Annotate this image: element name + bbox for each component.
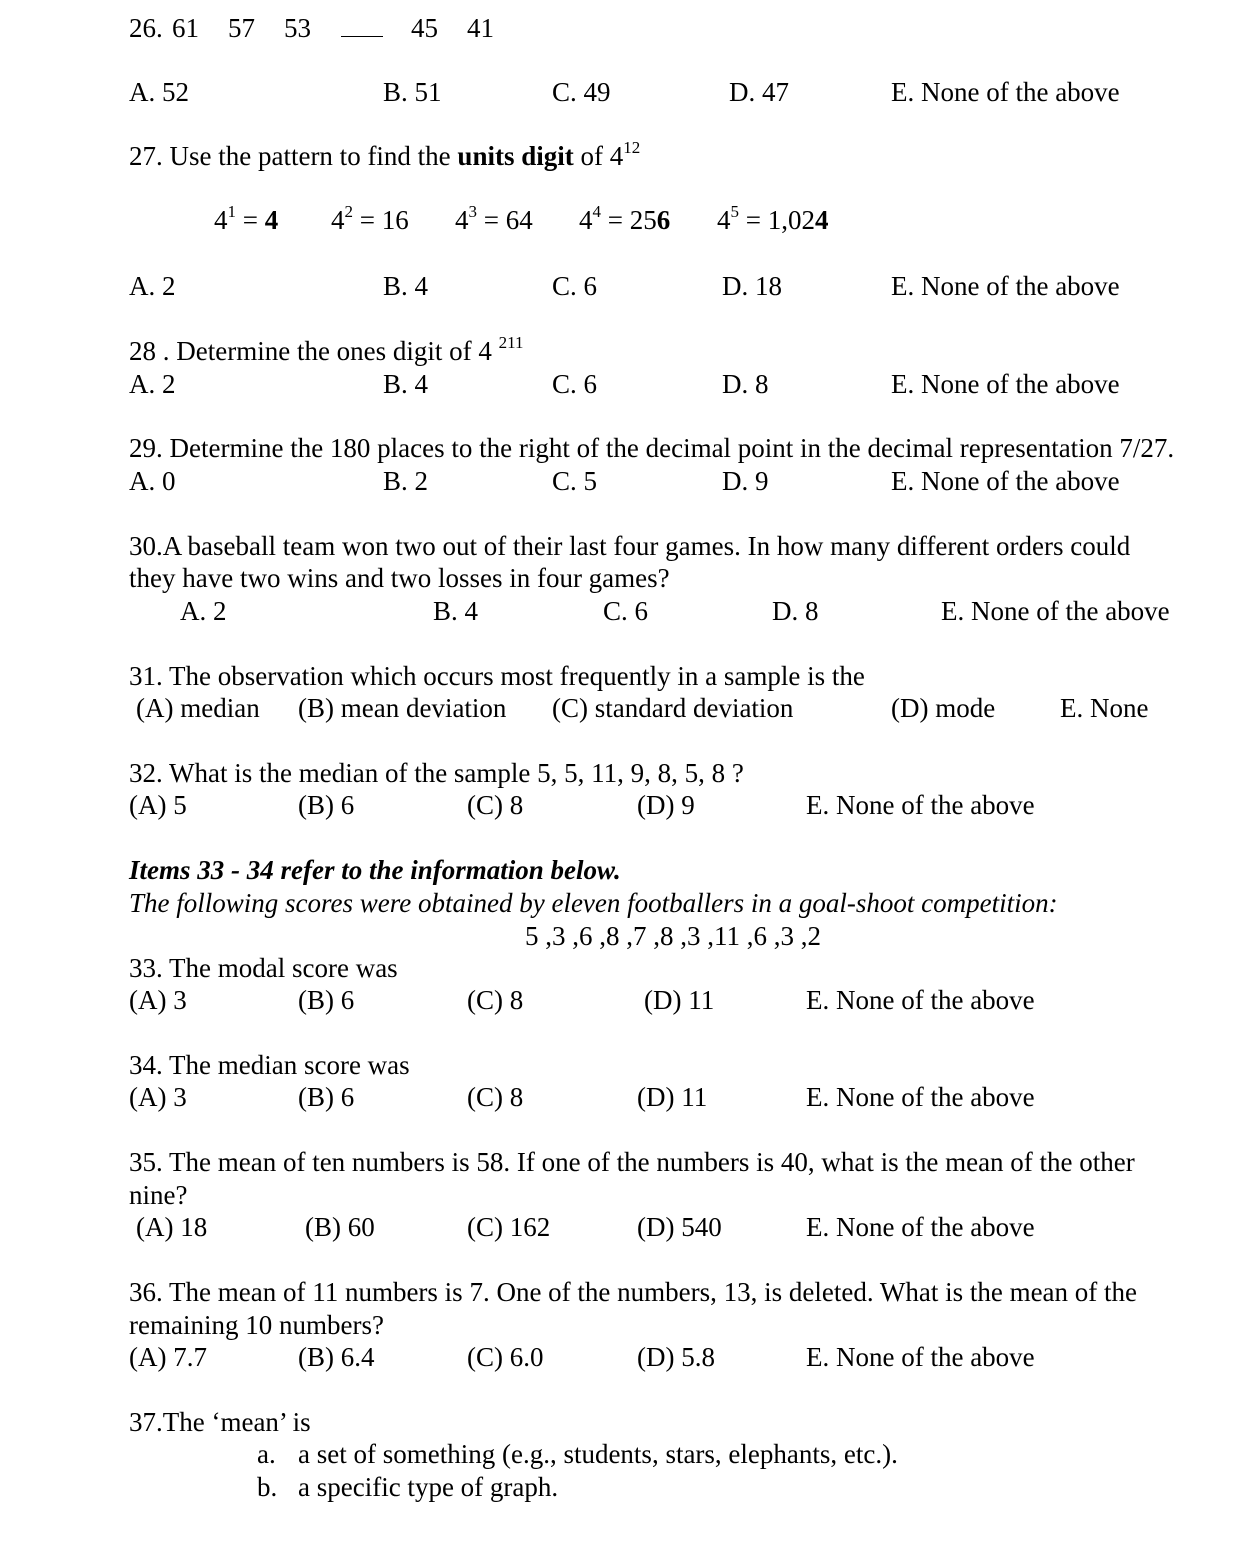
q29-option-d: D. 9	[722, 466, 769, 496]
q32-option-b: (B) 6	[298, 790, 355, 820]
q35-option-d: (D) 540	[637, 1212, 722, 1242]
q35-option-b: (B) 60	[305, 1212, 375, 1242]
q26-option-a: A. 52	[129, 77, 189, 107]
q26-seq-term: 53	[284, 13, 311, 43]
q30-question-line1: 30.A baseball team won two out of their last four games. In how many different orders could	[129, 531, 1131, 561]
q33-question: 33. The modal score was	[129, 953, 398, 983]
q27-option-b: B. 4	[383, 271, 429, 301]
q29-question: 29. Determine the 180 places to the right of the decimal point in the decimal representation 7/27.	[129, 433, 1175, 463]
q27-option-e: E. None of the above	[891, 271, 1120, 301]
q26-option-c: C. 49	[552, 77, 611, 107]
q35-option-a: (A) 18	[136, 1212, 208, 1242]
q30-option-e: E. None of the above	[941, 596, 1170, 626]
q31-option-b: (B) mean deviation	[298, 693, 507, 723]
q37-question: 37.The ‘mean’ is	[129, 1407, 311, 1437]
q30-option-d: D. 8	[772, 596, 819, 626]
q27-pattern-item: $4^1 = 4$	[214, 202, 279, 235]
q28-option-b: B. 4	[383, 369, 429, 399]
q33-option-c: (C) 8	[467, 985, 524, 1015]
q26-seq-term: 61	[172, 13, 199, 43]
q35-question-line2: nine?	[129, 1180, 188, 1210]
q37-option-text-a: a set of something (e.g., students, stars, elephants, etc.).	[298, 1439, 898, 1469]
q30-option-b: B. 4	[433, 596, 479, 626]
q34-option-e: E. None of the above	[806, 1082, 1035, 1112]
items-description: The following scores were obtained by eleven footballers in a goal-shoot competition:	[129, 888, 1058, 918]
q27-pattern-item: $4^5 = 1,024$	[717, 202, 829, 235]
q29-option-c: C. 5	[552, 466, 598, 496]
q27-question: 27. Use the pattern to find the units digit of $4^{12}$	[129, 138, 641, 171]
q26-option-e: E. None of the above	[891, 77, 1120, 107]
q37-option-letter-b: b.	[257, 1472, 278, 1502]
q26-option-b: B. 51	[383, 77, 442, 107]
q32-option-c: (C) 8	[467, 790, 524, 820]
q30-option-a: A. 2	[180, 596, 227, 626]
items-scores: 5 ,3 ,6 ,8 ,7 ,8 ,3 ,11 ,6 ,3 ,2	[525, 921, 821, 951]
q26-seq-term: 45	[411, 13, 438, 43]
q31-option-d: (D) mode	[891, 693, 996, 723]
q32-option-d: (D) 9	[637, 790, 695, 820]
q27-option-c: C. 6	[552, 271, 598, 301]
q28-option-e: E. None of the above	[891, 369, 1120, 399]
q31-option-a: (A) median	[136, 693, 260, 723]
q26-seq-term: 41	[467, 13, 494, 43]
q28-option-d: D. 8	[722, 369, 769, 399]
q36-option-c: (C) 6.0	[467, 1342, 544, 1372]
q36-option-e: E. None of the above	[806, 1342, 1035, 1372]
q27-option-d: D. 18	[722, 271, 782, 301]
q26-blank	[341, 12, 383, 44]
q32-option-e: E. None of the above	[806, 790, 1035, 820]
q34-option-d: (D) 11	[637, 1082, 708, 1112]
q26-seq-term: 57	[228, 13, 255, 43]
q31-question: 31. The observation which occurs most frequently in a sample is the	[129, 661, 865, 691]
q36-option-a: (A) 7.7	[129, 1342, 207, 1372]
q29-option-e: E. None of the above	[891, 466, 1120, 496]
q33-option-d: (D) 11	[644, 985, 715, 1015]
q36-option-d: (D) 5.8	[637, 1342, 715, 1372]
q29-option-a: A. 0	[129, 466, 176, 496]
q27-pattern-item: $4^3 = 64$	[455, 202, 533, 235]
q36-question-line2: remaining 10 numbers?	[129, 1310, 384, 1340]
q28-question: 28 . Determine the ones digit of 4 $^{211}$	[129, 333, 524, 366]
q33-option-a: (A) 3	[129, 985, 187, 1015]
q29-option-b: B. 2	[383, 466, 429, 496]
q35-question-line1: 35. The mean of ten numbers is 58. If one of the numbers is 40, what is the mean of the other	[129, 1147, 1135, 1177]
q33-option-b: (B) 6	[298, 985, 355, 1015]
q34-option-b: (B) 6	[298, 1082, 355, 1112]
q28-option-c: C. 6	[552, 369, 598, 399]
q30-question-line2: they have two wins and two losses in four games?	[129, 563, 670, 593]
q26-number: 26.	[129, 13, 163, 43]
q27-option-a: A. 2	[129, 271, 176, 301]
q37-option-text-b: a specific type of graph.	[298, 1472, 559, 1502]
q35-option-c: (C) 162	[467, 1212, 551, 1242]
q36-question-line1: 36. The mean of 11 numbers is 7. One of the numbers, 13, is deleted. What is the mean of the	[129, 1277, 1138, 1307]
q34-option-c: (C) 8	[467, 1082, 524, 1112]
q34-question: 34. The median score was	[129, 1050, 410, 1080]
q32-question: 32. What is the median of the sample 5, 5, 11, 9, 8, 5, 8 ?	[129, 758, 744, 788]
q34-option-a: (A) 3	[129, 1082, 187, 1112]
q26-option-d: D. 47	[729, 77, 789, 107]
q28-option-a: A. 2	[129, 369, 176, 399]
q35-option-e: E. None of the above	[806, 1212, 1035, 1242]
q36-option-b: (B) 6.4	[298, 1342, 375, 1372]
q27-pattern-item: $4^4 = 256$	[579, 202, 671, 235]
items-heading: Items 33 - 34 refer to the information below.	[129, 855, 621, 885]
q30-option-c: C. 6	[603, 596, 649, 626]
q33-option-e: E. None of the above	[806, 985, 1035, 1015]
q37-option-letter-a: a.	[257, 1439, 276, 1469]
q27-pattern-item: $4^2 = 16$	[331, 202, 409, 235]
q32-option-a: (A) 5	[129, 790, 187, 820]
q31-option-e: E. None	[1060, 693, 1149, 723]
q31-option-c: (C) standard deviation	[552, 693, 794, 723]
